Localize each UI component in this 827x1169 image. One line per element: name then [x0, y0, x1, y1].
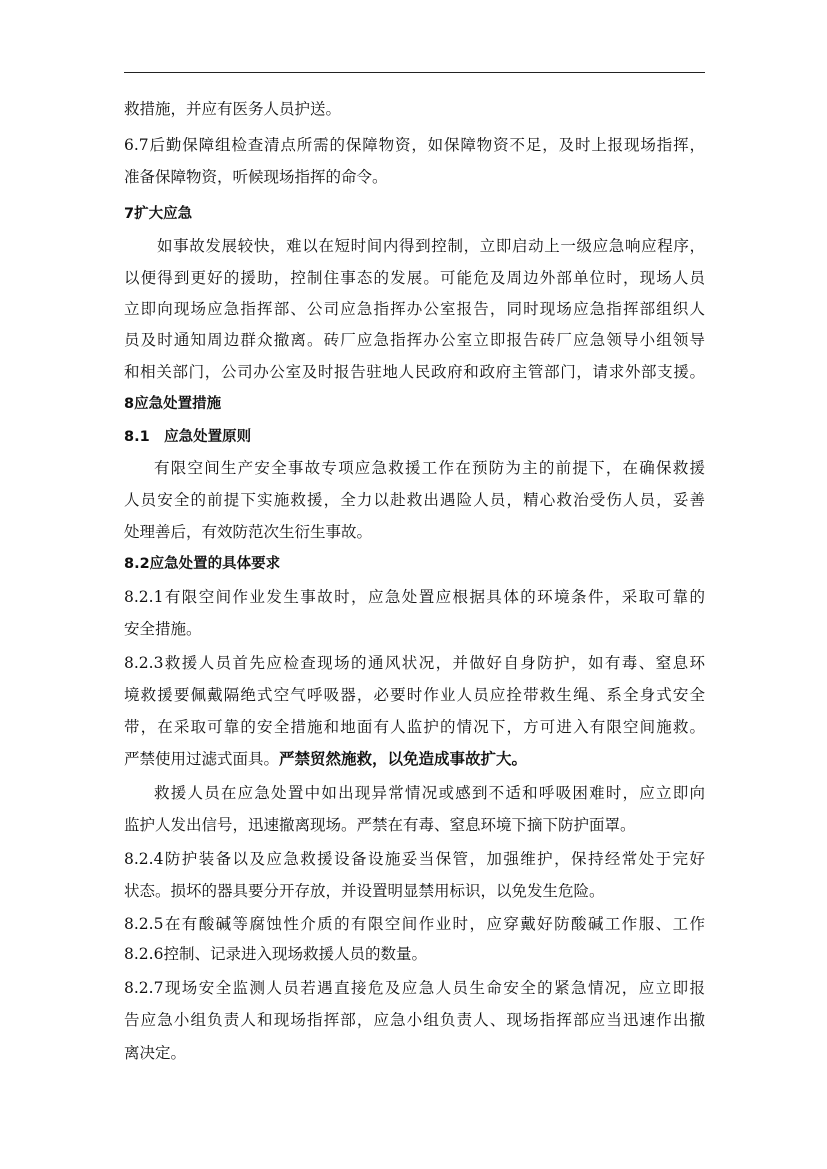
text-line: 8.2.1有限空间作业发生事故时，应急处置应根据具体的环境条件，采取可靠的	[124, 588, 705, 606]
text-line: 离决定。	[124, 1044, 187, 1062]
text-line: 8.2.5在有酸碱等腐蚀性介质的有限空间作业时，应穿戴好防酸碱工作服、工作	[124, 915, 705, 933]
text-line: 6.7后勤保障组检查清点所需的保障物资，如保障物资不足，及时上报现场指挥，	[124, 136, 705, 154]
emphasis-text: 严禁贸然施救，以免造成事故扩大。	[279, 750, 528, 768]
text-line: 告应急小组负责人和现场指挥部，应急小组负责人、现场指挥部应当迅速作出撤	[124, 1011, 705, 1029]
text-line: 立即向现场应急指挥部、公司应急指挥办公室报告，同时现场应急指挥部组织人	[124, 300, 705, 318]
text-line: 8.2.3救援人员首先应检查现场的通风状况，并做好自身防护，如有毒、窒息环	[124, 654, 705, 672]
text-line: 8.2.6控制、记录进入现场救援人员的数量。	[124, 945, 427, 963]
text-line: 状态。损坏的器具要分开存放，并设置明显禁用标识，以免发生危险。	[124, 882, 605, 900]
text-line	[124, 748, 705, 770]
text-line: 以便得到更好的援助，控制住事态的发展。可能危及周边外部单位时，现场人员	[124, 269, 705, 287]
text-line: 带，在采取可靠的安全措施和地面有人监护的情况下，方可进入有限空间施救。	[124, 718, 705, 736]
header-rule	[124, 72, 705, 73]
text-line: 8.2.7现场安全监测人员若遇直接危及应急人员生命安全的紧急情况，应立即报	[124, 979, 705, 997]
text-line: 境救援要佩戴隔绝式空气呼吸器，必要时作业人员应拴带救生绳、系全身式安全	[124, 686, 705, 704]
subsection-heading: 8.2应急处置的具体要求	[124, 556, 281, 572]
text-line: 和相关部门，公司办公室及时报告驻地人民政府和政府主管部门，请求外部支援。	[124, 363, 705, 381]
section-heading: 7扩大应急	[124, 206, 193, 222]
text-line: 处理善后，有效防范次生衍生事故。	[124, 523, 373, 541]
text-line: 救援人员在应急处置中如出现异常情况或感到不适和呼吸困难时，应立即向	[154, 784, 705, 802]
text-span: 严禁使用过滤式面具。	[124, 750, 280, 768]
text-line: 准备保障物资，听候现场指挥的命令。	[124, 168, 388, 186]
text-line: 人员安全的前提下实施救援，全力以赴救出遇险人员，精心救治受伤人员，妥善	[124, 491, 705, 509]
text-line: 监护人发出信号，迅速撤离现场。严禁在有毒、窒息环境下摘下防护面罩。	[124, 816, 636, 834]
text-line: 如事故发展较快，难以在短时间内得到控制，立即启动上一级应急响应程序，	[157, 237, 705, 255]
text-line: 有限空间生产安全事故专项应急救援工作在预防为主的前提下，在确保救援	[154, 459, 705, 477]
text-line: 员及时通知周边群众撤离。砖厂应急指挥办公室立即报告砖厂应急领导小组领导	[124, 331, 705, 349]
text-line: 8.2.4防护装备以及应急救援设备设施妥当保管，加强维护，保持经常处于完好	[124, 850, 705, 868]
text-line: 安全措施。	[124, 620, 202, 638]
section-heading: 8应急处置措施	[124, 396, 222, 412]
text-line: 救措施，并应有医务人员护送。	[124, 100, 342, 118]
subsection-heading: 8.1 应急处置原则	[124, 429, 252, 445]
